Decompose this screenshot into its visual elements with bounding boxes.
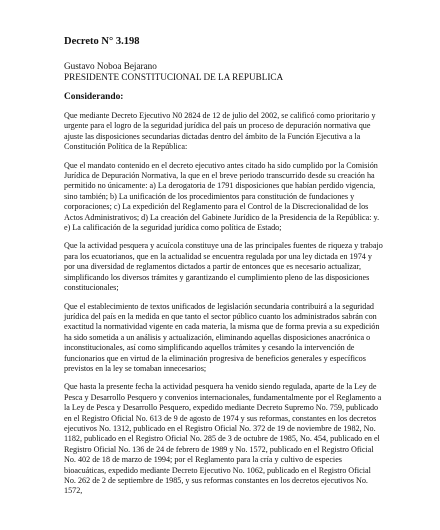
president-name: Gustavo Noboa Bejarano	[64, 61, 157, 71]
considerando-paragraph: Que hasta la presente fecha la actividad pesquera ha venido siendo regulada, aparte de la Ley de Pesca y Desarrollo Pesquero y convenios internacionales, fundamentalmente por el Reglamento a la Ley de Pesca y Desarrollo Pesquero, expedido mediante Decreto Supremo No. 759, publicado en el Registro Oficial No. 613 de 9 de agosto de 1974 y sus reformas, constantes en los decretos ejecutivos No. 1312, publicado en el Registro Oficial No. 372 de 19 de noviembre de 1982, No. 1182, publicado en el Registro Oficial No. 285 de 3 de octubre de 1985, No. 454, publicado en el Registro Oficial No. 136 de 24 de febrero de 1989 y No. 1572, publicado en el Registro Oficial No. 402 de 18 de marzo de 1994; por el Reglamento para la cría y cultivo de especies bioacuáticas, expedido mediante Decreto Ejecutivo No. 1062, publicado en el Registro Oficial No. 262 de 2 de septiembre de 1985, y sus reformas constantes en los decretos ejecutivos No. 1572,	[64, 382, 382, 496]
decree-title: Decreto N° 3.198	[64, 36, 140, 47]
considerando-paragraph: Que mediante Decreto Ejecutivo N0 2824 de 12 de julio del 2002, se calificó como prioritario y urgente para el logro de la seguridad jurídica del país un proceso de depuración normativa que ajuste las disposiciones secundarias dictadas dentro del ámbito de la Función Ejecutiva a la Constitución Política de la República:	[64, 111, 376, 152]
considerando-paragraph: Que el establecimiento de textos unificados de legislación secundaria contribuirá a la seguridad jurídica del país en la medida en que tanto el sector público cuanto los administrados sabrán con exactitud la normatividad vigente en cada materia, la misma que de forma previa a su expedición ha sido sometida a un análisis y actualización, eliminando aquellas disposiciones anacrónica o inconstitucionales, así como simplificando aquellos trámites y cesando la intervención de funcionarios que en virtud de la eliminación progresiva de beneficios generales y específicos previstos en la ley se tomaban innecesarios;	[64, 301, 380, 373]
considerando-paragraph: Que la actividad pesquera y acuícola constituye una de las principales fuentes de riqueza y trabajo para los ecuatorianos, que en la actualidad se encuentra regulada por una ley dictada en 1974 y por una diversidad de reglamentos dictados a partir de entonces que es necesario actualizar, simplificando los diversos trámites y garantizando el cumplimiento pleno de las disposiciones constitucionales;	[64, 241, 383, 293]
president-position: PRESIDENTE CONSTITUCIONAL DE LA REPUBLICA	[64, 72, 284, 82]
document-content	[64, 36, 384, 505]
considerando-paragraph: Que el mandato contenido en el decreto ejecutivo antes citado ha sido cumplido por la Comisión Jurídica de Depuración Normativa, la que en el breve periodo transcurrido desde su creación ha permitido no únicamente: a) La derogatoria de 1791 disposiciones que habían perdido vigencia, sino también; b) La unificación de los procedimientos para constitución de fundaciones y corporaciones; c) La expedición del Reglamento para el Control de la Discrecionalidad de los Actos Administrativos; d) La creación del Gabinete Jurídico de la Presidencia de la República: y. e) La calificación de la seguridad jurídica como política de Estado;	[64, 160, 380, 233]
considerando-heading: Considerando:	[64, 92, 124, 102]
